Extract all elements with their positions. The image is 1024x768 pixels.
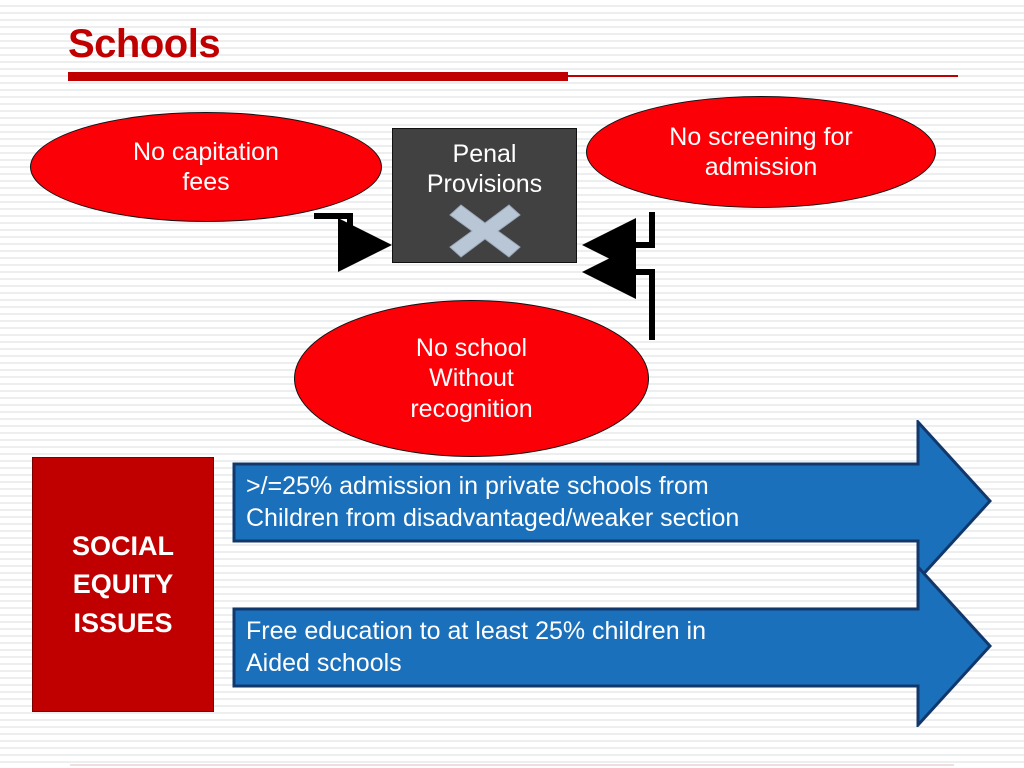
social-equity-line-3: ISSUES (73, 607, 173, 638)
connector-capitation-to-penal (314, 216, 380, 245)
ellipse-line-3: recognition (410, 394, 533, 423)
footer-rule (70, 764, 954, 766)
ellipse-label (133, 137, 279, 198)
admission-quota-line-1: >/=25% admission in private schools from (246, 472, 709, 500)
title-underline-thin (568, 75, 958, 77)
admission-quota-arrow (232, 420, 992, 582)
ellipse-line-2: admission (704, 153, 818, 181)
social-equity-line-1: SOCIAL (71, 531, 174, 561)
ellipse-no-capitation-fees (30, 112, 382, 222)
social-equity-issues-box (32, 457, 214, 712)
connector-screening-to-penal (594, 212, 652, 245)
ellipse-line-1: No capitation (133, 137, 279, 166)
free-education-line-1: Free education to at least 25% children in (246, 617, 706, 645)
x-mark-icon (448, 203, 522, 259)
free-education-arrow (232, 565, 992, 727)
ellipse-label (410, 333, 532, 425)
ellipse-line-2: fees (182, 168, 230, 196)
free-education-line-2: Aided schools (246, 649, 402, 677)
free-education-label (246, 615, 706, 679)
admission-quota-line-2: Children from disadvantaged/weaker section (246, 504, 740, 532)
ellipse-no-screening-for-admission (586, 96, 936, 208)
social-equity-line-2: EQUITY (72, 569, 174, 600)
ellipse-line-1: No screening for (669, 122, 853, 151)
admission-quota-label (246, 470, 739, 534)
page-title: Schools (68, 22, 221, 66)
ellipse-line-2: Without (429, 364, 514, 393)
penal-line-1: Penal (452, 140, 517, 168)
penal-line-2: Provisions (426, 170, 543, 198)
penal-provisions-label (393, 129, 576, 199)
ellipse-line-1: No school (415, 333, 528, 362)
title-underline-thick (68, 72, 568, 81)
ellipse-label (669, 122, 852, 183)
penal-provisions-box (392, 128, 577, 263)
